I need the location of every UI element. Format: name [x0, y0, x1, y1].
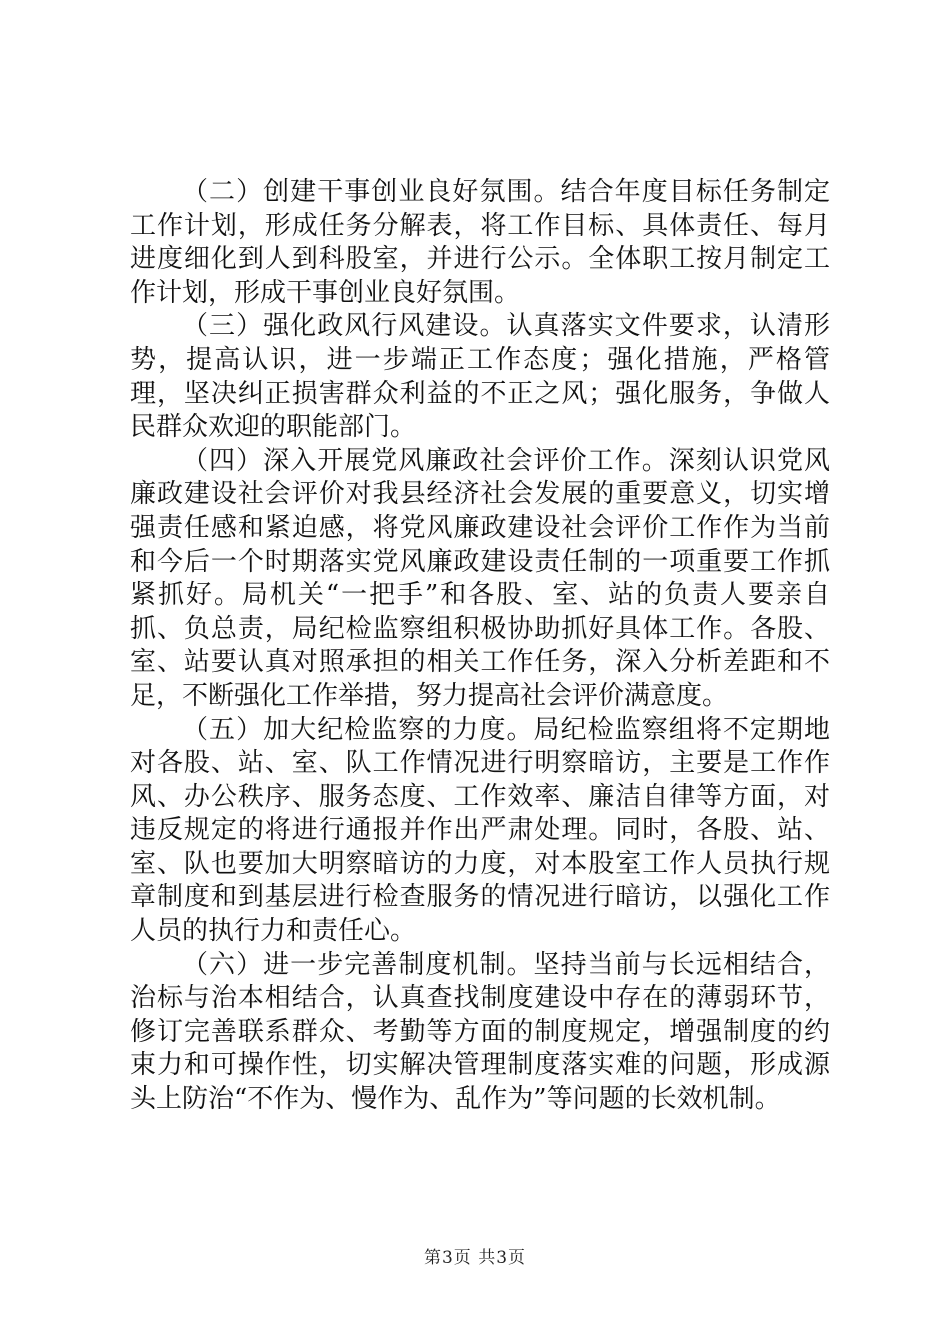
paragraph-4: （四）深入开展党风廉政社会评价工作。深刻认识党风廉政建设社会评价对我县经济社会发展的重要意义，切实增强责任感和紧迫感，将党风廉政建设社会评价工作作为当前和今后一个时期落实党风廉政建设责任制的一项重要工作抓紧抓好。局机关“一把手”和各股、室、站的负责人要亲自抓、负总责，局纪检监察组积极协助抓好具体工作。各股、室、站要认真对照承担的相关工作任务，深入分析差距和不足，不断强化工作举措，努力提高社会评价满意度。 — [130, 445, 830, 711]
document-body — [130, 176, 830, 1117]
page-number-footer: 第3页 共3页 — [423, 1248, 527, 1268]
paragraph-5: （五）加大纪检监察的力度。局纪检监察组将不定期地对各股、站、室、队工作情况进行明察暗访，主要是工作作风、办公秩序、服务态度、工作效率、廉洁自律等方面，对违反规定的将进行通报并作出严肃处理。同时，各股、站、室、队也要加大明察暗访的力度，对本股室工作人员执行规章制度和到基层进行检查服务的情况进行暗访，以强化工作人员的执行力和责任心。 — [130, 714, 830, 947]
paragraph-3: （三）强化政风行风建设。认真落实文件要求，认清形势，提高认识，进一步端正工作态度；强化措施，严格管理，坚决纠正损害群众利益的不正之风；强化服务，争做人民群众欢迎的职能部门。 — [130, 311, 830, 443]
paragraph-6: （六）进一步完善制度机制。坚持当前与长远相结合，治标与治本相结合，认真查找制度建设中存在的薄弱环节，修订完善联系群众、考勤等方面的制度规定，增强制度的约束力和可操作性，切实解决管理制度落实难的问题，形成源头上防治“不作为、慢作为、乱作为”等问题的长效机制。 — [130, 949, 830, 1115]
paragraph-2: （二）创建干事创业良好氛围。结合年度目标任务制定工作计划，形成任务分解表，将工作目标、具体责任、每月进度细化到人到科股室，并进行公示。全体职工按月制定工作计划，形成干事创业良好氛围。 — [130, 177, 830, 308]
